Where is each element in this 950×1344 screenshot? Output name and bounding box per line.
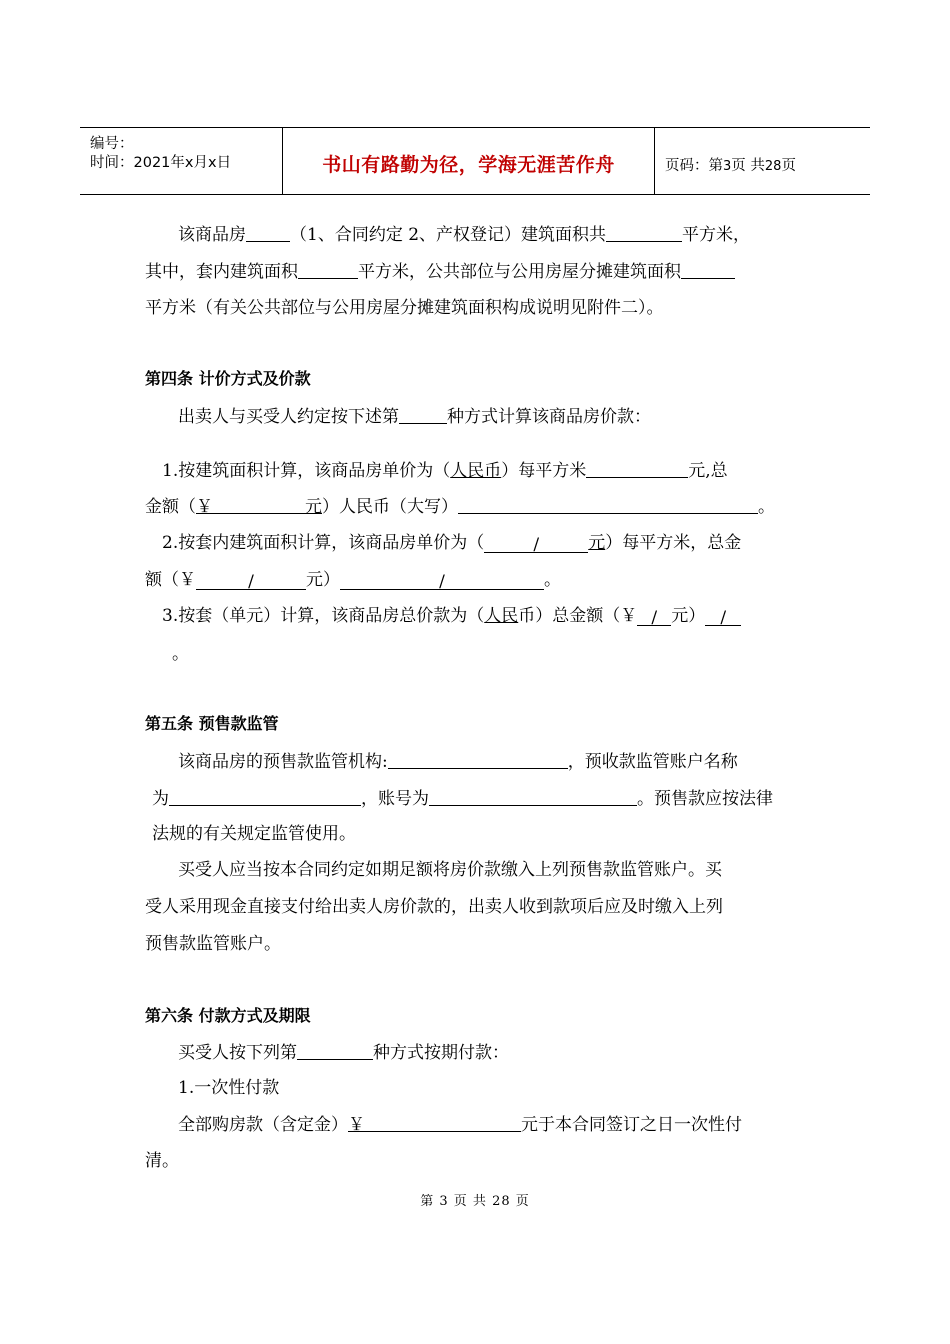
- method1-line2: 金额（￥ 元）人民币（大写） 。: [145, 497, 775, 517]
- para1-line2: 其中，套内建筑面积 平方米，公共部位与公用房屋分摊建筑面积: [145, 260, 735, 283]
- article5-line2: 为 ，账号为 。预售款应按法律: [152, 789, 773, 809]
- header-page-cell: [655, 128, 870, 194]
- page-header: [80, 127, 870, 195]
- article6-line3: 全部购房款（含定金）￥ 元于本合同签订之日一次性付: [178, 1115, 742, 1135]
- article5-line1: 该商品房的预售款监管机构: ，预收款监管账户名称: [178, 752, 738, 772]
- header-meta-cell: [80, 128, 283, 194]
- article6-line2: 1.一次性付款: [178, 1078, 280, 1098]
- article5-line4: 买受人应当按本合同约定如期足额将房价款缴入上列预售款监管账户。买: [178, 860, 722, 880]
- para1-line1: 该商品房 （1、合同约定 2、产权登记）建筑面积共 平方米，: [178, 225, 751, 245]
- article4-intro: 出卖人与买受人约定按下述第 种方式计算该商品房价款：: [178, 407, 651, 427]
- method3-line1: 3.按套（单元）计算，该商品房总价款为（人民币）总金额（￥ / 元） /: [162, 605, 741, 627]
- number-label: 编号：: [90, 136, 134, 152]
- para1-line3: 平方米（有关公共部位与公用房屋分摊建筑面积构成说明见附件二）。: [145, 298, 664, 318]
- article5-line6: 预售款监管账户。: [145, 934, 281, 954]
- slogan: 书山有路勤为径，学海无涯苦作舟: [322, 154, 615, 176]
- page-footer: 第 3 页 共 28 页: [420, 1194, 530, 1209]
- time-label: 时间：2021年x月x日: [90, 155, 232, 171]
- method2-line1: 2.按套内建筑面积计算，该商品房单价为（ / 元）每平方米，总金: [162, 533, 742, 555]
- article5-heading: 第五条 预售款监管: [145, 714, 279, 733]
- method2-line2: 额（￥ / 元） / 。: [145, 570, 561, 592]
- article5-line3: 法规的有关规定监管使用。: [152, 824, 356, 844]
- article4-heading: 第四条 计价方式及价款: [145, 369, 311, 388]
- article6-line1: 买受人按下列第 种方式按期付款：: [178, 1043, 509, 1063]
- article6-heading: 第六条 付款方式及期限: [145, 1006, 311, 1025]
- article6-line4: 清。: [145, 1151, 179, 1171]
- header-slogan-cell: [283, 128, 655, 194]
- method3-line2: 。: [172, 644, 189, 664]
- article5-line5: 受人采用现金直接支付给出卖人房价款的，出卖人收到款项后应及时缴入上列: [145, 897, 723, 917]
- method1-line1: 1.按建筑面积计算，该商品房单价为（人民币）每平方米 元,总: [162, 461, 728, 481]
- page-indicator: 页码：第3页 共28页: [665, 158, 796, 174]
